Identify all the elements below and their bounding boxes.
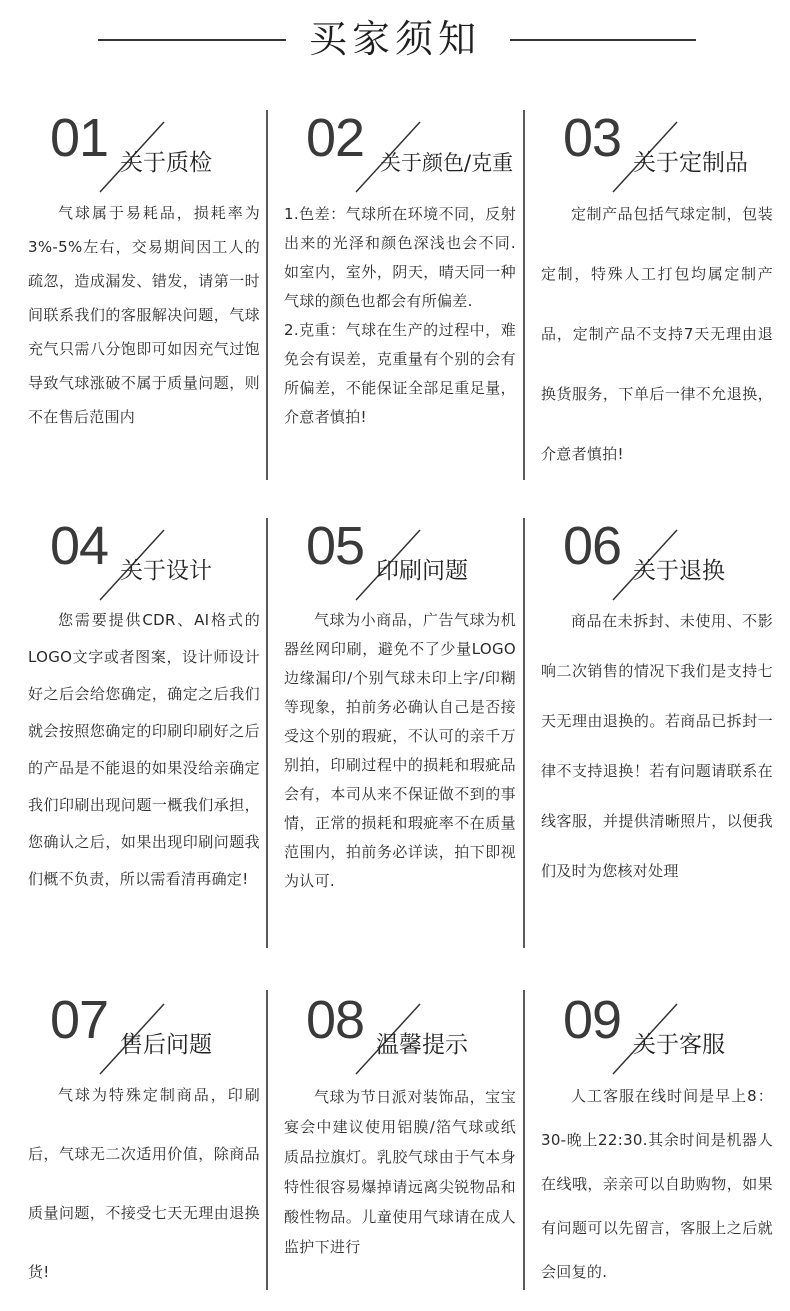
section-body-text: 定制产品包括气球定制，包装定制，特殊人工打包均属定制产品，定制产品不支持7天无理由退换货服务，下单后一律不允退换，介意者慎拍! (541, 205, 773, 463)
notice-section (28, 108, 258, 478)
section-number: 07 (50, 990, 109, 1050)
section-number: 04 (50, 516, 109, 576)
notice-section (541, 516, 771, 946)
section-number: 06 (563, 516, 622, 576)
section-body (541, 184, 773, 484)
column-divider (523, 110, 525, 480)
section-body-text: 商品在未拆封、未使用、不影响二次销售的情况下我们是支持七天无理由退换的。若商品已拆封一律不支持退换！若有问题请联系在线客服，并提供清晰照片，以便我们及时为您核对处理 (541, 612, 773, 880)
section-body-text: 气球属于易耗品，损耗率为3%-5%左右，交易期间因工人的疏忽，造成漏发、错发，请第一时间联系我们的客服解决问题，气球充气只需八分饱即可如因充气过饱导致气球涨破不属于质量问题，则不在售后范围内 (28, 204, 260, 426)
section-heading: 关于颜色/克重 (380, 151, 514, 175)
section-body-text: 气球为小商品，广告气球为机器丝网印刷，避免不了少量LOGO边缘漏印/个别气球未印上字/印糊等现象，拍前务必确认自己是否接受这个别的瑕疵，不认可的亲千万别拍，印刷过程中的损耗和瑕疵品会有，本司从来不保证做不到的事情，正常的损耗和瑕疵率不在质量范围内，拍前务必详读，拍下即视为认可. (284, 611, 516, 890)
section-number: 08 (306, 990, 365, 1050)
notice-section (541, 108, 771, 478)
section-body-text: 气球为节日派对装饰品，宝宝宴会中建议使用铝膜/箔气球或纸质品拉旗灯。乳胶气球由于气本身特性很容易爆掉请远离尖锐物品和酸性物品。儿童使用气球请在成人监护下进行 (284, 1088, 516, 1256)
section-body (28, 196, 260, 434)
section-heading: 关于客服 (633, 1032, 725, 1058)
section-body (541, 596, 773, 896)
notice-section (284, 990, 514, 1290)
column-divider (523, 518, 525, 948)
section-body-text: 气球为特殊定制商品，印刷后，气球无二次适用价值，除商品质量问题，不接受七天无理由退换货! (28, 1086, 260, 1281)
column-divider (266, 110, 268, 480)
section-heading: 关于退换 (633, 558, 725, 584)
section-body-text: 2.克重：气球在生产的过程中，难免会有误差，克重量有个别的会有所偏差，不能保证全部足重足量，介意者慎拍! (284, 321, 516, 426)
notice-section (28, 990, 258, 1290)
section-body-text: 1.色差：气球所在环境不同，反射出来的光泽和颜色深浅也会不同.如室内，室外，阴天，晴天同一种气球的颜色也都会有所偏差. (284, 205, 516, 310)
section-number: 02 (306, 108, 365, 168)
section-heading: 关于质检 (120, 150, 212, 176)
notice-section (284, 516, 514, 946)
section-heading: 关于设计 (120, 558, 212, 584)
column-divider (266, 518, 268, 948)
section-body (284, 606, 516, 896)
section-heading: 温馨提示 (376, 1032, 468, 1058)
section-number: 03 (563, 108, 622, 168)
section-number: 05 (306, 516, 365, 576)
title-row (0, 0, 790, 90)
page-title: 买家须知 (308, 17, 481, 61)
title-divider-right (510, 39, 696, 41)
section-body (28, 1066, 260, 1302)
section-body (284, 1082, 516, 1262)
section-number: 09 (563, 990, 622, 1050)
section-body-text: 人工客服在线时间是早上8：30-晚上22:30.其余时间是机器人在线哦，亲亲可以自助购物，如果有问题可以先留言，客服上之后就会回复的. (541, 1087, 773, 1281)
section-body (28, 602, 260, 898)
section-number: 01 (50, 108, 109, 168)
notice-section (541, 990, 771, 1290)
notice-section (284, 108, 514, 478)
column-divider (266, 990, 268, 1290)
section-body (541, 1074, 773, 1294)
section-body-text: 您需要提供CDR、AI格式的LOGO文字或者图案，设计师设计好之后会给您确定，确定之后我们就会按照您确定的印刷印刷好之后的产品是不能退的如果没给亲确定我们印刷出现问题一概我们承担，您确认之后，如果出现印刷问题我们概不负责，所以需看清再确定! (28, 611, 260, 888)
notice-section (28, 516, 258, 946)
section-body (284, 200, 516, 432)
section-heading: 售后问题 (120, 1032, 212, 1058)
section-heading: 关于定制品 (633, 150, 748, 176)
section-heading: 印刷问题 (376, 558, 468, 584)
column-divider (523, 990, 525, 1290)
